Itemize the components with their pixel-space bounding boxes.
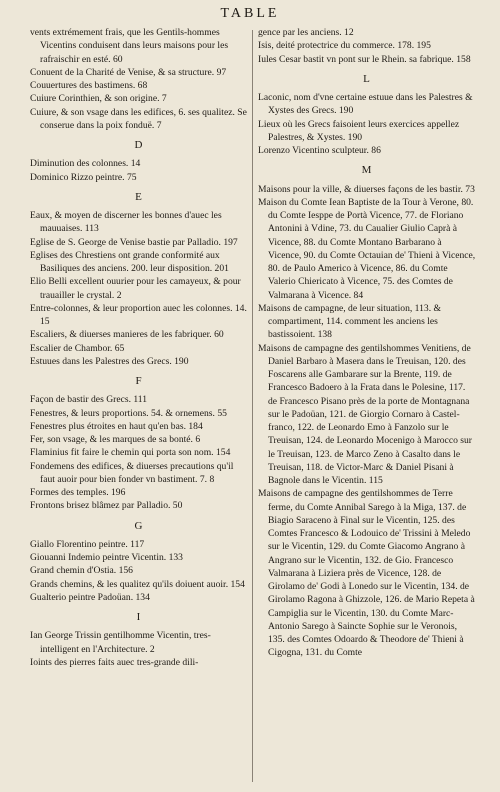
section-letter: F — [135, 375, 143, 387]
index-entry: Maisons de campagne des gentilshommes Venitiens, de Daniel Barbaro à Masera dans le Treuisan, 120. des Foscarens alle Gambarare sur la Brente, 119. de Francesco Badoero à la Frata dans le Polesine, 117. de Francesco Pisano près de la porte de Montagnana sur le Padoüan, 121. de Giorgio Cornaro à Castel-franco, 122. de Leonardo Emo à Fanzolo sur le Treuisan, 124. de Leonardo Mocenigo à Marocco sur le Treuisan, 123. de Marco Zeno à Casalto dans le Treuisan, 118. de Victor-Marc & Daniel Pisani à Bagnole dans le Vicentin. 115 — [258, 342, 472, 486]
index-entry: Eglises des Chrestiens ont grande conformité aux Basiliques des anciens. 200. leur disposition. 201 — [30, 249, 229, 274]
index-entry: Cuiure Corinthien, & son origine. 7 — [30, 93, 167, 105]
index-entry: Grands chemins, & les qualitez qu'ils doiuent auoir. 154 — [30, 578, 245, 590]
index-entry: Giallo Florentino peintre. 117 — [30, 538, 145, 550]
right-column — [258, 26, 476, 660]
index-entry: Maisons de campagne, de leur situation, 113. & compartiment, 114. comment les anciens les bastissoient. 138 — [258, 302, 441, 341]
index-entry: Escaliers, & diuerses manieres de les fabriquer. 60 — [30, 329, 224, 341]
index-entry: Flaminius fit faire le chemin qui porta son nom. 154 — [30, 447, 231, 459]
index-entry: Isis, deité protectrice du commerce. 178. 195 — [258, 40, 431, 52]
index-entry: Maisons pour la ville, & diuerses façons de les bastir. 73 — [258, 183, 475, 195]
index-entry: Giouanni Indemio peintre Vicentin. 133 — [30, 552, 183, 563]
index-entry: Façon de bastir des Grecs. 111 — [30, 394, 148, 406]
index-entry: Iules Cesar bastit vn pont sur le Rhein. sa fabrique. 158 — [258, 53, 471, 65]
page-title: TABLE — [220, 6, 280, 21]
index-entry: Fer, son vsage, & les marques de sa bonté. 6 — [30, 434, 201, 445]
index-entry: Couuertures des bastimens. 68 — [30, 80, 148, 91]
index-entry: Cuiure, & son vsage dans les edifices, 6. ses qualitez. Se conserue dans la poix fonduë. 7 — [30, 106, 247, 131]
index-entry: Entre-colonnes, & leur proportion auec les colonnes. 14. 15 — [30, 302, 247, 327]
section-letter: E — [135, 190, 143, 203]
index-entry: Ioints des pierres faits auec tres-grande dili- — [30, 656, 199, 668]
index-entry: Formes des temples. 196 — [30, 487, 126, 498]
index-entry: Gualterio peintre Padoüan. 134 — [30, 591, 150, 603]
index-entry: Conuent de la Charité de Venise, & sa structure. 97 — [30, 66, 227, 78]
section-letter: D — [134, 139, 144, 151]
index-entry: Elio Belli excellent ouurier pour les camayeux, & pour trauailler le crystal. 2 — [30, 276, 241, 301]
section-letter: I — [136, 611, 142, 623]
section-letter: M — [361, 164, 373, 177]
index-entry: Estuues dans les Palestres des Grecs. 190 — [30, 355, 189, 367]
index-entry: Eaux, & moyen de discerner les bonnes d'auec les mauuaises. 113 — [30, 210, 222, 235]
index-entry: Escalier de Chambor. 65 — [30, 342, 125, 354]
index-entry: vents extrémement frais, que les Gentils-hommes Vicentins conduisent dans leurs maisons pour les rafraischir en esté. 60 — [30, 27, 229, 65]
left-column — [30, 26, 248, 669]
section-letter: L — [363, 72, 371, 85]
index-entry: Maison du Comte Iean Baptiste de la Tour à Verone, 80. du Comte Iesppe de Portà Vicence, 77. de Floriano Antonini à Vdine, 73. du Caualier Giulio Caprà à Vicence, 88. du Comte Montano Barbarano à Vicence, 90. du Comte Octauian de' Thieni à Vicence, 80. de Paulo Americo à Vicence, 86. du Comte Valerio Chiericato à Vicence, 75. des Comtes de Valmarana à Vicence. 84 — [258, 196, 476, 301]
index-entry: Fenestres, & leurs proportions. 54. & ornemens. 55 — [30, 407, 227, 419]
index-entry: Maisons de campagne des gentilshommes de Terre ferme, du Comte Annibal Sarego à la Miga, 137. de Biagio Saraceno à Final sur le Vicentin, 125. des Comtes Francesco & Lodouico de' Trissini à Meledo sur le Vicentin, 129. du Comte Giacomo Angrano à Angrano sur le Vicentin, 132. de Gio. Francesco Valmarana à Liziera près de Vicence, 128. de Girolamo de' Godi à Lonedo sur le Vicentin, 134. de Girolamo Ragona à Ghizzole, 126. de Mario Repeta à Campiglia sur le Vicentin, 130. du Comte Marc-Antonio Sarego à Saincte Sophie sur le Veronois, 135. des Comtes Odoardo & Theodore de' Thieni à Cigogna, 131. du Comte — [258, 488, 475, 659]
index-entry: Ian George Trissin gentilhomme Vicentin, tres-intelligent en l'Architecture. 2 — [30, 630, 211, 655]
index-entry: Dominico Rizzo peintre. 75 — [30, 171, 137, 183]
index-entry: Lieux où les Grecs faisoient leurs exercices appellez Palestres, & Xystes. 190 — [258, 118, 460, 143]
index-entry: Eglise de S. George de Venise bastie par Palladio. 197 — [30, 236, 238, 248]
section-letter: G — [134, 519, 144, 532]
index-entry: Fondemens des edifices, & diuerses precautions qu'il faut auoir pour bien fonder vn bastiment. 7. 8 — [30, 460, 234, 485]
index-entry: Laconic, nom d'vne certaine estuue dans les Palestres & Xystes des Grecs. 190 — [258, 92, 473, 117]
index-entry: Grand chemin d'Ostia. 156 — [30, 565, 133, 577]
index-entry: Frontons brisez blâmez par Palladio. 50 — [30, 500, 183, 512]
index-entry: Diminution des colonnes. 14 — [30, 158, 141, 170]
index-entry: gence par les anciens. 12 — [258, 27, 354, 38]
column-divider — [252, 30, 253, 782]
index-entry: Fenestres plus étroites en haut qu'en bas. 184 — [30, 420, 203, 432]
index-entry: Lorenzo Vicentino sculpteur. 86 — [258, 145, 381, 156]
